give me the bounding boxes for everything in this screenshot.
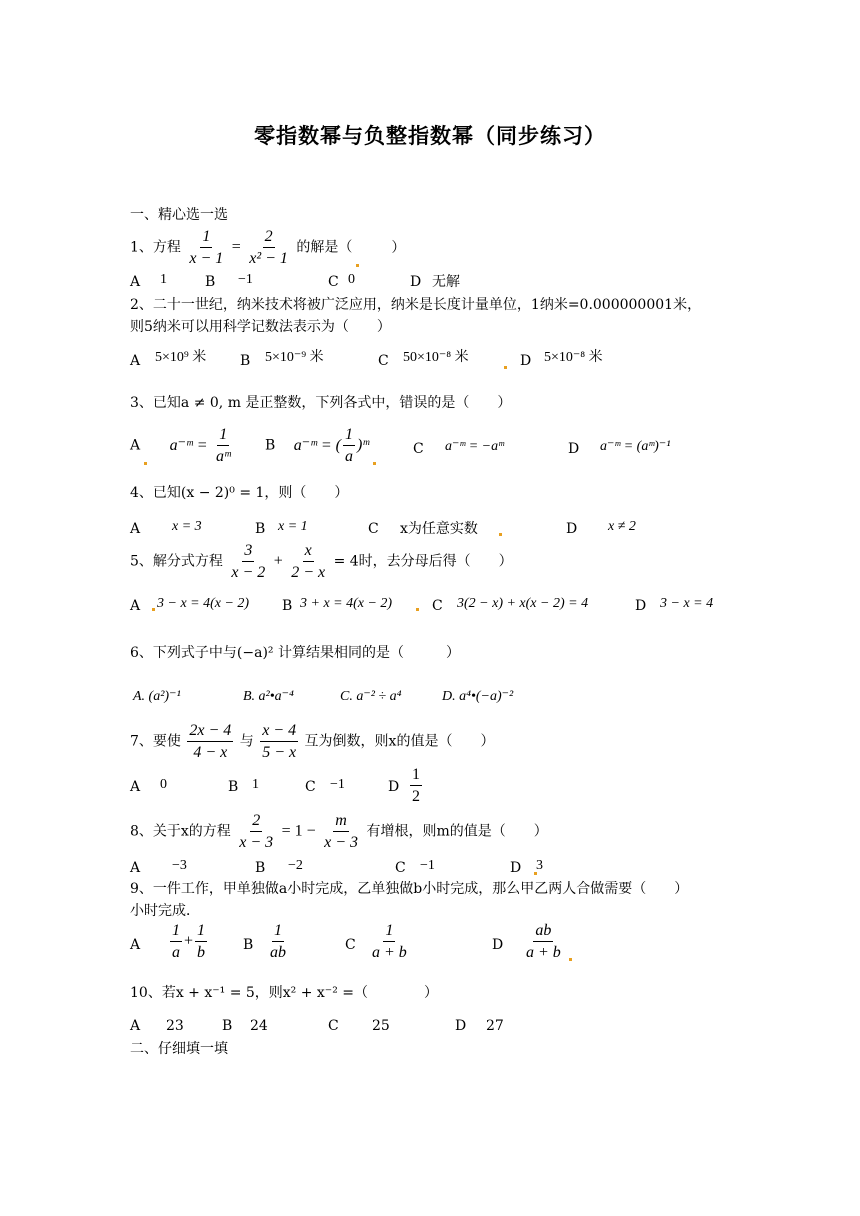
q7-option-c-label: C bbox=[305, 779, 316, 795]
q2-option-c-label: C bbox=[378, 353, 389, 369]
q2-option-a-label: A bbox=[130, 353, 141, 369]
q10-option-a-label: A bbox=[130, 1018, 141, 1034]
q7-f2-denominator: 5 − x bbox=[262, 743, 297, 761]
q4-option-c: x为任意实数 bbox=[400, 521, 478, 537]
q6-option-d: D. a⁴•(−a)⁻² bbox=[442, 689, 514, 704]
q7-prefix: 7、要使 bbox=[130, 733, 181, 750]
q1-f1-numerator: 1 bbox=[200, 228, 212, 248]
q9-d-numerator: ab bbox=[533, 922, 553, 942]
q7-d-numerator: 1 bbox=[410, 766, 422, 786]
page-title: 零指数幂与负整指数幂（同步练习） bbox=[254, 123, 606, 148]
question-9-line-1: 9、一件工作，甲单独做a小时完成，乙单独做b小时完成，那么甲乙两人合做需要（ ） bbox=[130, 881, 689, 897]
q1-option-d-label: D bbox=[410, 274, 422, 290]
q3-option-b-label: B bbox=[265, 437, 276, 454]
q9-option-d bbox=[522, 922, 576, 961]
q3-b-denominator: a bbox=[345, 447, 353, 465]
q5-fraction-1 bbox=[229, 542, 267, 581]
q7-suffix: 互为倒数，则x的值是（ ） bbox=[304, 733, 495, 750]
q3-b-numerator: 1 bbox=[343, 426, 355, 446]
q5-f2-denominator: 2 − x bbox=[291, 563, 326, 581]
question-4: 4、已知(x − 2)⁰ = 1，则（ ） bbox=[130, 485, 349, 501]
q3-option-a-fraction bbox=[214, 426, 233, 465]
q9-a-num-2: 1 bbox=[195, 922, 207, 942]
q10-option-b-label: B bbox=[222, 1018, 233, 1034]
q4-option-b: x = 1 bbox=[278, 519, 308, 534]
q9-option-d-label: D bbox=[492, 937, 504, 953]
q8-option-b-label: B bbox=[255, 860, 266, 876]
q3-option-d-expr: a⁻ᵐ = (aᵐ)⁻¹ bbox=[600, 439, 671, 454]
q1-option-a-label: A bbox=[130, 274, 141, 290]
q7-fraction-2 bbox=[260, 722, 298, 761]
q9-a-plus: + bbox=[184, 932, 194, 950]
q9-option-a bbox=[168, 922, 209, 961]
q7-option-d bbox=[408, 766, 424, 805]
q4-option-d: x ≠ 2 bbox=[608, 519, 636, 534]
q10-option-c-label: C bbox=[328, 1018, 339, 1034]
q1-close: ） bbox=[391, 239, 406, 256]
q4-option-a-label: A bbox=[130, 521, 141, 537]
q9-a-den-2: b bbox=[197, 943, 206, 961]
q5-fraction-2 bbox=[289, 542, 327, 581]
q9-c-denominator: a + b bbox=[372, 943, 407, 961]
question-6: 6、下列式子中与(−a)² 计算结果相同的是（ ） bbox=[130, 645, 460, 661]
q7-f1-denominator: 4 − x bbox=[193, 743, 228, 761]
q10-option-b: 24 bbox=[250, 1018, 268, 1034]
section-heading-choice: 一、精心选一选 bbox=[130, 207, 228, 223]
q3-option-c-label: C bbox=[413, 441, 424, 457]
q4-option-a: x = 3 bbox=[172, 519, 202, 534]
q2-option-d-label: D bbox=[520, 353, 532, 369]
q3-option-d-label: D bbox=[568, 441, 580, 457]
q3-option-b bbox=[265, 426, 380, 465]
q8-f2-denominator: x − 3 bbox=[324, 833, 359, 851]
q8-option-a-label: A bbox=[130, 860, 141, 876]
q3-option-b-expr-2: )ᵐ bbox=[357, 436, 369, 454]
q8-suffix: 有增根，则m的值是（ ） bbox=[366, 823, 548, 840]
q8-option-c: −1 bbox=[420, 858, 435, 873]
q10-option-d-label: D bbox=[455, 1018, 467, 1034]
q3-option-a-label: A bbox=[130, 437, 141, 454]
question-2-line-2: 则5纳米可以用科学记数法表示为（ ） bbox=[130, 319, 391, 335]
q3-option-c-expr: a⁻ᵐ = −aᵐ bbox=[445, 439, 504, 454]
q3-option-a-expr: a⁻ᵐ = bbox=[169, 436, 208, 454]
q2-option-d: 5×10⁻⁸ 米 bbox=[544, 350, 603, 365]
q1-f1-denominator: x − 1 bbox=[189, 249, 224, 267]
section-heading-fill: 二、仔细填一填 bbox=[130, 1041, 228, 1057]
q8-fraction-1 bbox=[237, 812, 275, 851]
q2-option-b-label: B bbox=[240, 353, 251, 369]
q10-option-a: 23 bbox=[166, 1018, 184, 1034]
q9-a-num-1: 1 bbox=[170, 922, 182, 942]
q2-option-b: 5×10⁻⁹ 米 bbox=[265, 350, 324, 365]
q9-c-numerator: 1 bbox=[383, 922, 395, 942]
q8-middle: = 1 − bbox=[281, 822, 316, 840]
q5-f1-numerator: 3 bbox=[242, 542, 254, 562]
q8-f1-denominator: x − 3 bbox=[239, 833, 274, 851]
q5-option-d-label: D bbox=[635, 598, 647, 614]
q7-option-b-label: B bbox=[228, 779, 239, 795]
q7-option-a-label: A bbox=[130, 779, 141, 795]
q9-option-b-label: B bbox=[243, 937, 254, 953]
q7-option-b: 1 bbox=[252, 777, 259, 792]
q7-f1-numerator: 2x − 4 bbox=[187, 722, 233, 742]
q9-option-a-label: A bbox=[130, 937, 141, 953]
q5-f2-numerator: x bbox=[303, 542, 314, 562]
q7-middle: 与 bbox=[239, 733, 254, 750]
q9-option-c-label: C bbox=[345, 937, 356, 953]
q5-option-c: 3(2 − x) + x(x − 2) = 4 bbox=[457, 596, 589, 611]
q8-fraction-2 bbox=[322, 812, 360, 851]
question-5 bbox=[130, 542, 513, 581]
q8-option-b: −2 bbox=[288, 858, 303, 873]
q3-options bbox=[130, 426, 235, 465]
q5-plus: + bbox=[273, 552, 283, 570]
q1-option-b-label: B bbox=[205, 274, 216, 290]
q1-f2-denominator: x² − 1 bbox=[249, 249, 288, 267]
q8-f1-numerator: 2 bbox=[250, 812, 262, 832]
q1-prefix: 1、方程 bbox=[130, 239, 181, 256]
question-9-line-2: 小时完成． bbox=[130, 903, 200, 919]
q10-option-c: 25 bbox=[372, 1018, 390, 1034]
q1-option-d: 无解 bbox=[432, 274, 460, 290]
q5-f1-denominator: x − 2 bbox=[231, 563, 266, 581]
q8-option-d-label: D bbox=[510, 860, 522, 876]
q3-option-b-fraction bbox=[343, 426, 355, 465]
q1-option-b: −1 bbox=[238, 272, 253, 287]
q7-option-d-label: D bbox=[388, 779, 400, 795]
q5-option-a: 3 − x = 4(x − 2) bbox=[157, 596, 250, 611]
q6-option-c: C. a⁻² ÷ a⁴ bbox=[340, 689, 402, 704]
q9-option-b bbox=[266, 922, 290, 961]
question-1: 1、方程 $\frac{1}{x - 1}$ = $\frac{2}{\text{x² − 1}}$ 的解是（ ） bbox=[130, 228, 406, 267]
q8-option-a: −3 bbox=[172, 858, 187, 873]
q8-option-c-label: C bbox=[395, 860, 406, 876]
q7-f2-numerator: x − 4 bbox=[260, 722, 298, 742]
q4-option-c-label: C bbox=[368, 521, 379, 537]
q9-d-denominator: a + b bbox=[526, 943, 561, 961]
q9-b-denominator: ab bbox=[270, 943, 286, 961]
q1-option-c: 0 bbox=[348, 272, 355, 287]
q1-suffix: 的解是（ bbox=[296, 239, 353, 256]
q10-option-d: 27 bbox=[486, 1018, 504, 1034]
q5-option-b-label: B bbox=[282, 598, 293, 614]
q5-option-c-label: C bbox=[432, 598, 443, 614]
q7-fraction-1 bbox=[187, 722, 233, 761]
q5-suffix: = 4时，去分母后得（ ） bbox=[333, 553, 513, 570]
question-8 bbox=[130, 812, 548, 851]
q1-option-a: 1 bbox=[160, 272, 167, 287]
q1-fraction-2 bbox=[247, 228, 290, 267]
q4-option-b-label: B bbox=[255, 521, 266, 537]
q5-prefix: 5、解分式方程 bbox=[130, 553, 223, 570]
question-7 bbox=[130, 722, 494, 761]
q5-option-b: 3 + x = 4(x − 2) bbox=[300, 596, 393, 611]
q6-option-b: B. a²•a⁻⁴ bbox=[243, 689, 294, 704]
q2-option-c: 50×10⁻⁸ 米 bbox=[403, 350, 469, 365]
q8-prefix: 8、关于x的方程 bbox=[130, 823, 231, 840]
q9-option-c bbox=[368, 922, 411, 961]
q3-a-numerator: 1 bbox=[217, 426, 229, 446]
q5-option-d: 3 − x = 4 bbox=[660, 596, 714, 611]
question-10: 10、若x + x⁻¹ = 5，则x² + x⁻² =（ ） bbox=[130, 985, 438, 1001]
q1-option-c-label: C bbox=[328, 274, 339, 290]
q9-b-numerator: 1 bbox=[272, 922, 284, 942]
q1-fraction-1 bbox=[187, 228, 225, 267]
q3-a-denominator: aᵐ bbox=[215, 447, 231, 465]
q7-option-c: −1 bbox=[330, 777, 345, 792]
q3-option-b-expr: a⁻ᵐ = ( bbox=[293, 436, 341, 454]
question-2-line-1: 2、二十一世纪，纳米技术将被广泛应用，纳米是长度计量单位，1纳米=0.000000001米， bbox=[130, 297, 702, 313]
q8-option-d: 3 bbox=[536, 858, 543, 873]
q2-option-a: 5×10⁹ 米 bbox=[155, 350, 207, 365]
q1-f2-numerator: 2 bbox=[263, 228, 275, 248]
q7-d-denominator: 2 bbox=[412, 787, 420, 805]
q6-option-a: A. (a²)⁻¹ bbox=[133, 689, 181, 704]
q8-f2-numerator: m bbox=[333, 812, 349, 832]
question-3: 3、已知a ≠ 0, m 是正整数，下列各式中，错误的是（ ） bbox=[130, 395, 512, 411]
q9-a-den-1: a bbox=[172, 943, 180, 961]
q5-option-a-label: A bbox=[130, 598, 141, 614]
q4-option-d-label: D bbox=[566, 521, 578, 537]
q7-option-a: 0 bbox=[160, 777, 167, 792]
